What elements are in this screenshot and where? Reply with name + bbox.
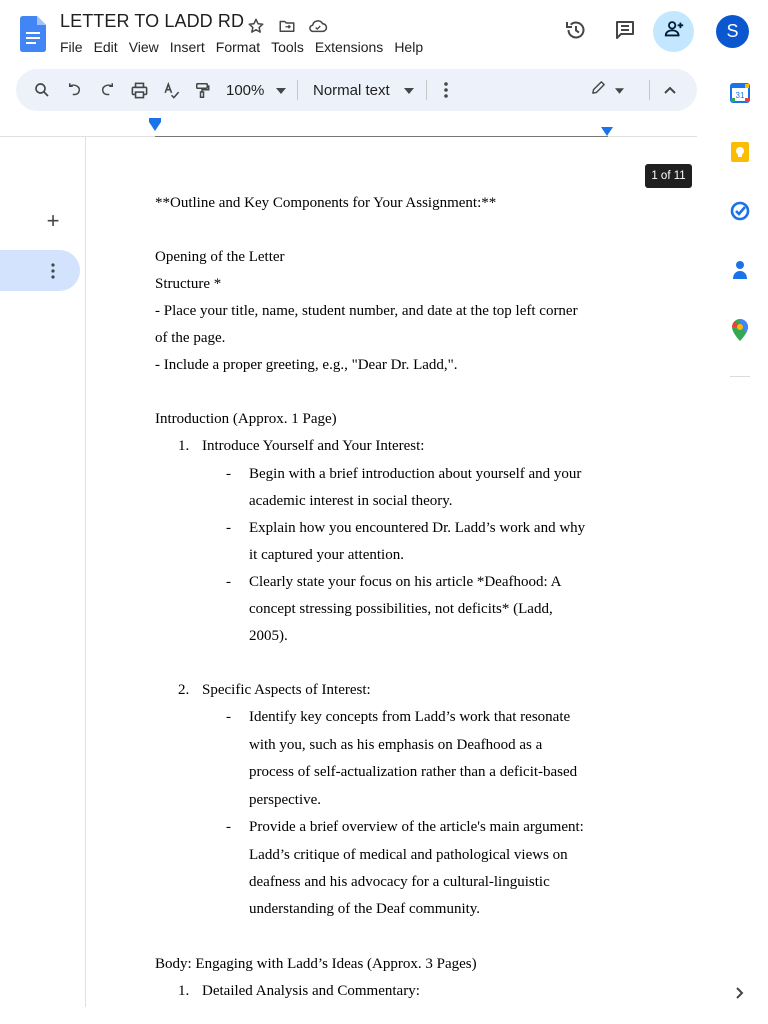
comment-icon — [613, 18, 637, 47]
ruler — [155, 136, 608, 137]
chevron-down-icon — [276, 82, 286, 99]
list-item-title: Detailed Analysis and Commentary: — [202, 983, 420, 999]
cloud-status-icon[interactable] — [307, 15, 328, 36]
page-left-edge — [85, 137, 86, 1007]
move-folder-icon[interactable] — [276, 15, 297, 36]
calendar-day: 31 — [735, 91, 745, 100]
menu-extensions[interactable]: Extensions — [314, 39, 384, 55]
list-number: 1. — [178, 983, 190, 999]
menu-bar — [60, 38, 434, 56]
bullet-line: of the page. — [155, 330, 226, 346]
list-number: 1. — [178, 438, 190, 454]
share-button[interactable] — [653, 11, 694, 52]
menu-edit[interactable]: Edit — [93, 39, 118, 55]
comments-button[interactable] — [605, 12, 645, 52]
document-title[interactable]: LETTER TO LADD RD — [60, 11, 245, 31]
menu-help[interactable]: Help — [394, 39, 424, 55]
sub-bullet-dash: - — [226, 466, 231, 482]
sub-bullet-text: process of self-actualization rather than a deficit-based — [249, 764, 578, 780]
paragraph-style-select[interactable] — [313, 78, 425, 102]
right-indent-marker[interactable] — [601, 127, 613, 136]
menu-format[interactable]: Format — [215, 39, 261, 55]
toolbar-divider — [649, 80, 650, 100]
sub-bullet-text: with you, such as his emphasis on Deafhood as a — [249, 737, 543, 753]
sub-bullet-text: it captured your attention. — [249, 547, 404, 563]
structure-label: Structure * — [155, 276, 222, 292]
sub-bullet-text: perspective. — [249, 792, 322, 808]
show-side-panel-icon[interactable] — [730, 983, 750, 1003]
more-vert-icon[interactable] — [438, 78, 454, 102]
bullet-line: - Include a proper greeting, e.g., "Dear Dr. Ladd,". — [155, 357, 458, 373]
document-tab-selected[interactable] — [0, 250, 80, 291]
bullet-line: - Place your title, name, student number, and date at the top left corner — [155, 303, 578, 319]
section-opening-title: Opening of the Letter — [155, 249, 285, 265]
paint-format-icon[interactable] — [192, 78, 212, 102]
redo-icon[interactable] — [97, 78, 117, 102]
formatting-toolbar — [16, 69, 697, 111]
side-panel-divider — [730, 376, 750, 377]
sub-bullet-text: Begin with a brief introduction about yourself and your — [249, 466, 582, 482]
print-icon[interactable] — [128, 78, 150, 102]
docs-logo-icon[interactable] — [20, 16, 46, 52]
star-icon[interactable] — [245, 15, 266, 36]
sub-bullet-text: Clearly state your focus on his article *Deafhood: A — [249, 574, 562, 590]
version-history-button[interactable] — [556, 12, 596, 52]
sub-bullet-text: Identify key concepts from Ladd’s work that resonate — [249, 709, 571, 725]
sub-bullet-dash: - — [226, 574, 231, 590]
chevron-down-icon — [404, 82, 414, 99]
section-introduction-title: Introduction (Approx. 1 Page) — [155, 411, 337, 427]
list-item-title: Introduce Yourself and Your Interest: — [202, 438, 425, 454]
section-body-title: Body: Engaging with Ladd’s Ideas (Approx. 3 Pages) — [155, 956, 477, 972]
add-tab-icon[interactable]: + — [46, 208, 60, 233]
edit-pencil-icon — [590, 79, 607, 101]
undo-icon[interactable] — [65, 78, 85, 102]
spellcheck-icon[interactable] — [161, 78, 181, 102]
sub-bullet-text: Explain how you encountered Dr. Ladd’s work and why — [249, 520, 586, 536]
sub-bullet-text: 2005). — [249, 628, 288, 644]
sub-bullet-text: understanding of the Deaf community. — [249, 901, 481, 917]
add-person-icon — [663, 18, 685, 45]
menu-file[interactable]: File — [60, 39, 83, 55]
toolbar-divider — [426, 80, 427, 100]
page-count-tooltip: 1 of 11 — [645, 164, 692, 188]
heading-outline: **Outline and Key Components for Your Assignment:** — [155, 195, 497, 211]
menu-view[interactable]: View — [128, 39, 159, 55]
tab-options-icon[interactable] — [46, 262, 60, 280]
paragraph-style-value: Normal text — [313, 81, 390, 99]
sub-bullet-text: Provide a brief overview of the article's main argument: — [249, 819, 584, 835]
calendar-icon[interactable] — [729, 82, 751, 104]
sub-bullet-dash: - — [226, 819, 231, 835]
sub-bullet-dash: - — [226, 520, 231, 536]
sub-bullet-text: deafness and his advocacy for a cultural-linguistic — [249, 874, 550, 890]
chevron-down-icon — [615, 81, 624, 99]
list-number: 2. — [178, 682, 190, 698]
search-icon[interactable] — [32, 78, 52, 102]
tasks-icon[interactable] — [729, 200, 751, 222]
keep-icon[interactable] — [729, 141, 751, 163]
sub-bullet-dash: - — [226, 709, 231, 725]
menu-insert[interactable]: Insert — [169, 39, 205, 55]
left-indent-marker[interactable] — [149, 122, 161, 131]
contacts-icon[interactable] — [729, 259, 751, 281]
history-icon — [564, 18, 588, 47]
sub-bullet-text: concept stressing possibilities, not deficits* (Ladd, — [249, 601, 553, 617]
menu-tools[interactable]: Tools — [271, 39, 304, 55]
collapse-menus-icon[interactable] — [660, 78, 680, 102]
list-item-title: Specific Aspects of Interest: — [202, 682, 371, 698]
zoom-value: 100% — [226, 81, 265, 99]
zoom-select[interactable] — [226, 78, 296, 102]
sub-bullet-text: academic interest in social theory. — [249, 493, 453, 509]
maps-icon[interactable] — [729, 319, 751, 341]
editing-mode-button[interactable] — [588, 78, 626, 102]
account-avatar[interactable]: S — [716, 15, 749, 48]
sub-bullet-text: Ladd’s critique of medical and pathological views on — [249, 847, 568, 863]
toolbar-divider — [297, 80, 298, 100]
